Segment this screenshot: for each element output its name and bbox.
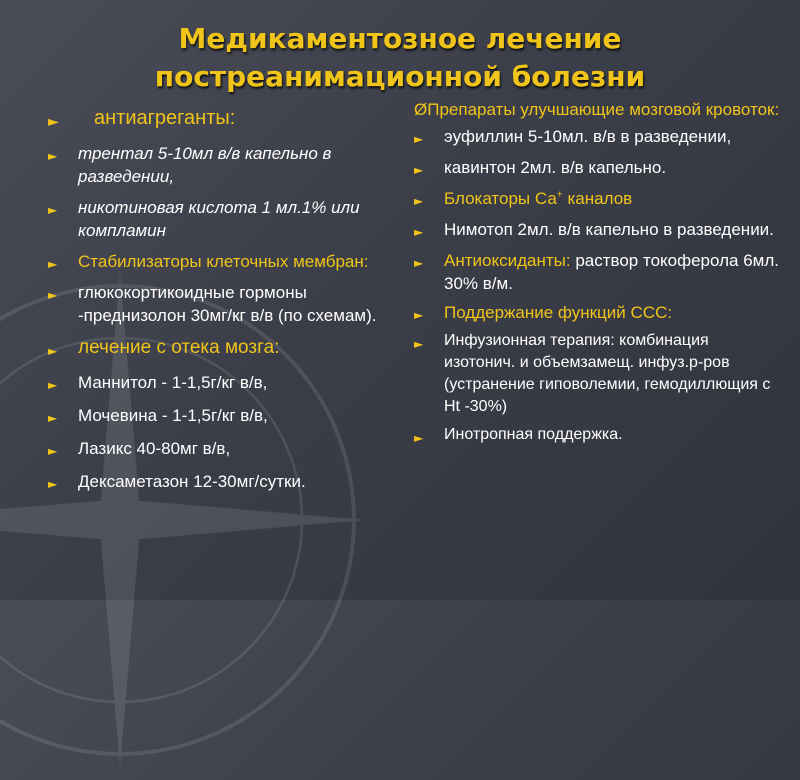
arrow-bullet-icon: ► [48, 203, 58, 217]
arrow-bullet-icon: ► [414, 132, 424, 146]
arrow-bullet-icon: ► [414, 431, 424, 445]
arrow-bullet-icon: ► [48, 411, 58, 425]
arrow-bullet-icon: ► [48, 477, 58, 491]
title-line-1: Медикаментозное лечение [178, 22, 622, 55]
arrow-bullet-icon: ► [48, 378, 58, 392]
arrow-bullet-icon: ► [414, 308, 424, 322]
list-item: ► кавинтон 2мл. в/в капельно. [414, 156, 784, 179]
list-item: ► Дексаметазон 12-30мг/сутки. [48, 470, 398, 493]
list-item: ► Лазикс 40-80мг в/в, [48, 437, 398, 460]
arrow-bullet-icon: ► [414, 225, 424, 239]
right-column [414, 98, 784, 446]
cardio-support-heading: ► Поддержание функций ССС: [414, 301, 784, 324]
title-line-2: постреанимационной болезни [154, 60, 646, 93]
arrow-bullet-icon: ► [48, 114, 59, 130]
list-item: ► эуфиллин 5-10мл. в/в в разведении, [414, 125, 784, 148]
arrow-bullet-icon: ► [48, 288, 58, 302]
arrow-bullet-icon: ► [414, 337, 424, 351]
list-item: ► Инфузионная терапия: комбинация изотонич. и объемзамещ. инфуз.р-ров (устранение гиповолемии, гемодиллющия с Ht -30%) [414, 332, 771, 415]
list-item: ► Нимотоп 2мл. в/в капельно в разведении. [414, 218, 784, 241]
calcium-blockers-heading: ► Блокаторы Са+ каналов [414, 187, 784, 210]
antioxidants-item: ► Антиоксиданты: раствор токоферола 6мл. 30% в/м. [414, 251, 779, 293]
arrow-bullet-icon: ► [48, 344, 58, 358]
arrow-bullet-icon: ► [48, 257, 58, 271]
list-item: ► Мочевина - 1-1,5г/кг в/в, [48, 404, 398, 427]
arrow-bullet-icon: ► [414, 256, 424, 270]
antiplatelet-heading: ► антиагреганты: [48, 104, 398, 132]
list-item: ► Инотропная поддержка. [414, 424, 784, 446]
list-item: ► никотиновая кислота 1 мл.1% или компламин [48, 198, 360, 240]
list-item: ► глюкокортикоидные гормоны -преднизолон 30мг/кг в/в (по схемам). [48, 283, 377, 325]
left-column [48, 104, 398, 493]
list-item: ► трентал 5-10мл в/в капельно в разведении, [48, 144, 332, 186]
arrow-bullet-icon: ► [414, 163, 424, 177]
cerebral-flow-heading: ØПрепараты улучшающие мозговой кровоток: [414, 100, 780, 119]
arrow-marker-icon: Ø [414, 100, 428, 119]
arrow-bullet-icon: ► [48, 444, 58, 458]
list-item: ► Маннитол - 1-1,5г/кг в/в, [48, 371, 398, 394]
membrane-stabilizers-heading: ► Стабилизаторы клеточных мембран: [48, 250, 398, 273]
arrow-bullet-icon: ► [48, 149, 58, 163]
edema-treatment-heading: ► лечение с отека мозга: [48, 335, 398, 361]
slide-title [0, 20, 800, 96]
arrow-bullet-icon: ► [414, 194, 424, 208]
